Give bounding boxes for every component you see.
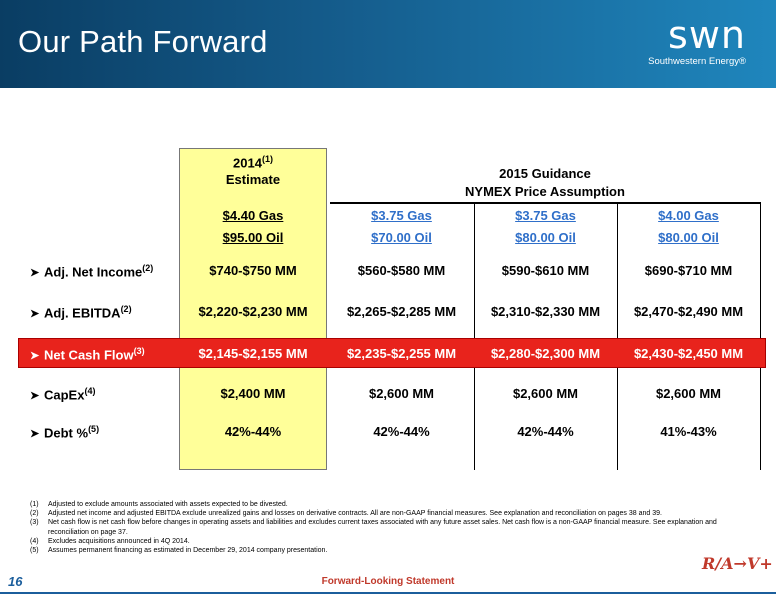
row-label-adj-net-income: ➤ Adj. Net Income$^{(2)}$ — [30, 263, 154, 280]
price-oil: $80.00 Oil — [658, 230, 719, 245]
cell-value: $2,600 MM — [655, 386, 722, 401]
estimate-header: 2014$^{(1)}$ — [233, 154, 273, 171]
cell-value: $2,600 MM — [512, 386, 579, 401]
cell-value: $2,235-$2,255 MM — [346, 346, 457, 361]
row-label-capex: ➤ CapEx$^{(4)}$ — [30, 386, 96, 403]
footnote: (4) Excludes acquisitions announced in 4Q 2014. — [30, 537, 190, 545]
cell-value: 41%-43% — [660, 424, 717, 439]
logo-subtitle: Southwestern Energy® — [648, 56, 746, 67]
guidance-title: 2015 Guidance — [499, 166, 591, 181]
cell-value: $2,310-$2,330 MM — [490, 304, 601, 319]
price-oil: $70.00 Oil — [371, 230, 432, 245]
cell-value: $590-$610 MM — [501, 263, 590, 278]
footnote: (5) Assumes permanent financing as estimated in December 29, 2014 company presentation. — [30, 547, 328, 555]
footnote: (3) Net cash flow is net cash flow before changes in operating assets and liabilities and excludes current taxes associated with any future asset sales. Net cash flow is a non-GAAP financial measure. See explanation and reconciliation on page 37. — [30, 519, 717, 536]
rav-logo: R/A→V+ — [702, 554, 773, 573]
cell-value: $2,280-$2,300 MM — [490, 346, 601, 361]
cell-value: $2,220-$2,230 MM — [198, 304, 308, 319]
price-gas: $4.40 Gas — [222, 208, 284, 223]
cell-value: $2,400 MM — [220, 386, 286, 401]
footnotes — [30, 500, 750, 555]
guidance-subtitle: NYMEX Price Assumption — [465, 184, 625, 199]
cell-value: $2,145-$2,155 MM — [198, 346, 308, 361]
cell-value: 42%-44% — [373, 424, 430, 439]
cell-value: $2,265-$2,285 MM — [346, 304, 457, 319]
logo-wordmark: swn — [668, 13, 746, 57]
footer-rule — [0, 592, 776, 594]
cell-value: 42%-44% — [517, 424, 574, 439]
page-title: Our Path Forward — [18, 24, 268, 59]
estimate-subheader: Estimate — [225, 172, 281, 187]
cell-value: 42%-44% — [224, 424, 282, 439]
row-label-net-cash-flow: ➤ Net Cash Flow$^{(3)}$ — [30, 346, 145, 363]
price-oil: $80.00 Oil — [515, 230, 576, 245]
footnote: (1) Adjusted to exclude amounts associated with assets expected to be divested. — [30, 501, 288, 508]
forward-looking-statement-link[interactable]: Forward-Looking Statement — [321, 576, 455, 587]
header-banner — [0, 0, 776, 88]
arrow-bullet-icon: ➤ — [30, 350, 40, 363]
price-gas: $3.75 Gas — [515, 208, 576, 223]
footnote: (2) Adjusted net income and adjusted EBITDA exclude unrealized gains and losses on derivative contracts. All are non-GAAP financial measures. See explanation and reconciliation on pages 38 and 39. — [30, 510, 662, 518]
row-label-debt: ➤ Debt %$^{(5)}$ — [30, 424, 100, 441]
cell-value: $2,470-$2,490 MM — [633, 304, 744, 319]
price-gas: $4.00 Gas — [658, 208, 719, 223]
row-label-adj-ebitda: ➤ Adj. EBITDA$^{(2)}$ — [30, 304, 132, 321]
arrow-bullet-icon: ➤ — [30, 390, 40, 403]
arrow-bullet-icon: ➤ — [30, 428, 40, 441]
guidance-rule — [330, 202, 761, 204]
cell-value: $2,600 MM — [368, 386, 435, 401]
price-oil: $95.00 Oil — [222, 230, 284, 245]
arrow-bullet-icon: ➤ — [30, 308, 40, 321]
cell-value: $740-$750 MM — [209, 263, 297, 278]
page-number: 16 — [8, 574, 23, 589]
column-divider — [760, 202, 761, 470]
swn-logo — [646, 13, 746, 67]
price-gas: $3.75 Gas — [371, 208, 432, 223]
cell-value: $690-$710 MM — [644, 263, 733, 278]
arrow-bullet-icon: ➤ — [30, 267, 40, 280]
cell-value: $560-$580 MM — [357, 263, 446, 278]
cell-value: $2,430-$2,450 MM — [633, 346, 744, 361]
